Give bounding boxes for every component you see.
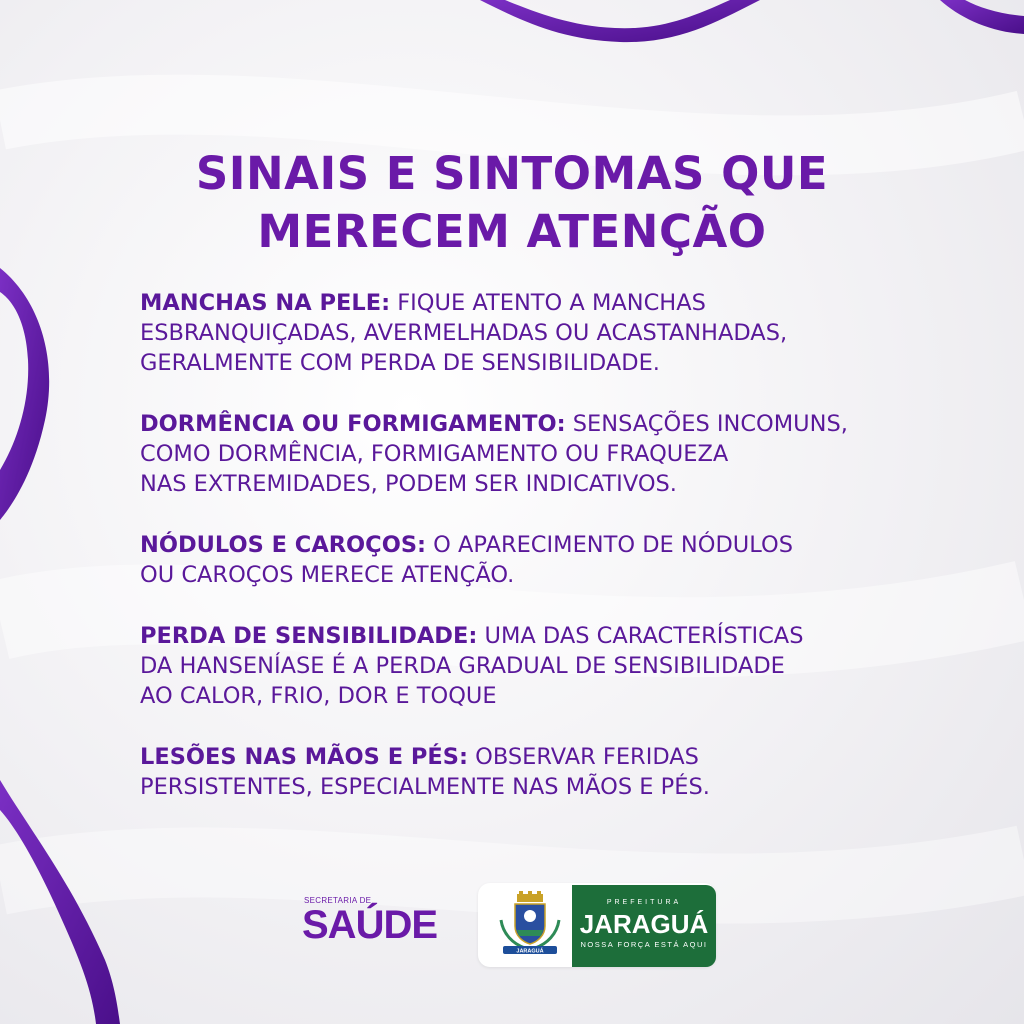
item-line: GERALMENTE COM PERDA DE SENSIBILIDADE. [140, 350, 660, 376]
item-line [140, 288, 900, 318]
item-text: OBSERVAR FERIDAS [467, 744, 699, 770]
item-line: NAS EXTREMIDADES, PODEM SER INDICATIVOS. [140, 471, 677, 497]
symptom-list [140, 288, 900, 833]
title-line-2: MERECEM ATENÇÃO [257, 205, 767, 258]
item-label: LESÕES NAS MÃOS E PÉS: [140, 744, 468, 770]
prefeitura-slogan: NOSSA FORÇA ESTÁ AQUI [580, 940, 708, 949]
item-line: AO CALOR, FRIO, DOR E TOQUE [140, 683, 497, 709]
page-title [150, 145, 874, 261]
item-line: DA HANSENÍASE É A PERDA GRADUAL DE SENSIBILIDADE [140, 653, 785, 679]
item-line: PERSISTENTES, ESPECIALMENTE NAS MÃOS E PÉS. [140, 774, 710, 800]
list-item [140, 530, 900, 590]
list-item [140, 621, 900, 711]
saude-prefix: SECRETARIA DE [304, 896, 372, 905]
item-line [140, 742, 900, 772]
item-text: FIQUE ATENTO A MANCHAS [390, 290, 706, 316]
item-text: O APARECIMENTO DE NÓDULOS [426, 532, 793, 558]
item-line: ESBRANQUIÇADAS, AVERMELHADAS OU ACASTANHADAS, [140, 320, 788, 346]
item-text: SENSAÇÕES INCOMUNS, [565, 411, 848, 437]
item-line [140, 409, 900, 439]
saude-title: SAÚDE [302, 903, 438, 947]
item-label: MANCHAS NA PELE: [140, 290, 391, 316]
prefeitura-label: PREFEITURA [606, 899, 682, 906]
municipal-crest-icon [495, 890, 565, 960]
item-label: DORMÊNCIA OU FORMIGAMENTO: [140, 411, 566, 437]
title-line-1: SINAIS E SINTOMAS QUE [195, 147, 829, 200]
item-line: OU CAROÇOS MERECE ATENÇÃO. [140, 562, 515, 588]
item-label: NÓDULOS E CAROÇOS: [140, 532, 427, 558]
item-text: UMA DAS CARACTERÍSTICAS [477, 623, 804, 649]
crest-text: JARAGUÁ [516, 948, 544, 955]
footer-logos [0, 880, 1024, 980]
secretaria-saude-logo [302, 896, 437, 945]
prefeitura-jaragua-logo [572, 885, 716, 967]
item-label: PERDA DE SENSIBILIDADE: [140, 623, 478, 649]
item-line: COMO DORMÊNCIA, FORMIGAMENTO OU FRAQUEZA [140, 441, 729, 467]
list-item [140, 288, 900, 378]
item-line [140, 530, 900, 560]
item-line [140, 621, 900, 651]
list-item [140, 742, 900, 802]
list-item [140, 409, 900, 499]
prefeitura-name: JARAGUÁ [579, 909, 709, 939]
